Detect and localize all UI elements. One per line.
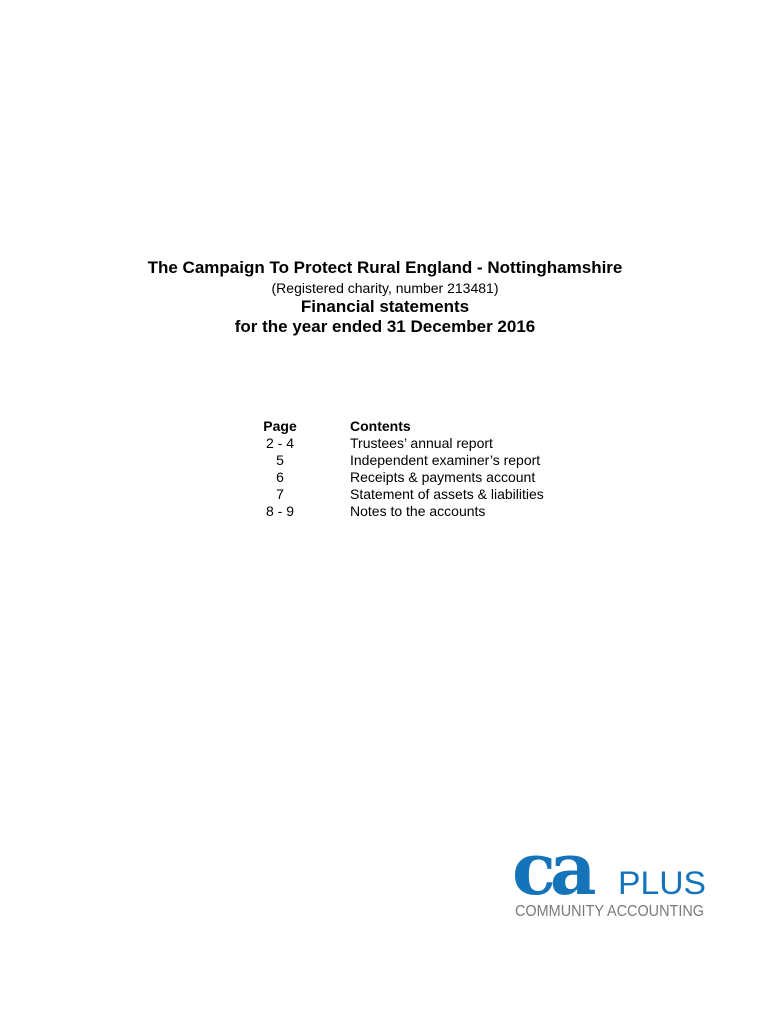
contents-item: Statement of assets & liabilities — [350, 486, 544, 502]
page-column-header: Page — [263, 418, 297, 434]
page-number: 8 - 9 — [265, 503, 294, 519]
title-block — [0, 256, 770, 337]
page-number: 5 — [276, 452, 284, 468]
logo-plus-text: PLUS — [618, 865, 706, 901]
contents-row — [250, 503, 544, 520]
caplus-logo — [512, 838, 712, 922]
contents-column-header: Contents — [350, 418, 411, 434]
page-number: 6 — [276, 469, 284, 485]
contents-header-row — [250, 418, 544, 435]
contents-item: Independent examiner’s report — [350, 452, 541, 468]
document-title: Financial statements — [300, 297, 470, 316]
caplus-logo-graphic — [512, 838, 712, 922]
logo-tagline: COMMUNITY ACCOUNTING — [515, 903, 704, 920]
contents-row — [250, 486, 544, 503]
logo-mark: ca — [512, 838, 591, 911]
contents-table — [250, 418, 544, 520]
contents-row — [250, 452, 544, 469]
contents-row — [250, 469, 544, 486]
contents-item: Receipts & payments account — [350, 469, 536, 485]
document-period: for the year ended 31 December 2016 — [234, 317, 536, 336]
organisation-name: The Campaign To Protect Rural England - Nottinghamshire — [147, 258, 623, 277]
contents-row — [250, 435, 544, 452]
charity-number: (Registered charity, number 213481) — [271, 280, 499, 296]
contents-item: Trustees’ annual report — [350, 435, 493, 451]
page-number: 7 — [276, 486, 284, 502]
page-number: 2 - 4 — [265, 435, 294, 451]
contents-item: Notes to the accounts — [350, 503, 486, 519]
